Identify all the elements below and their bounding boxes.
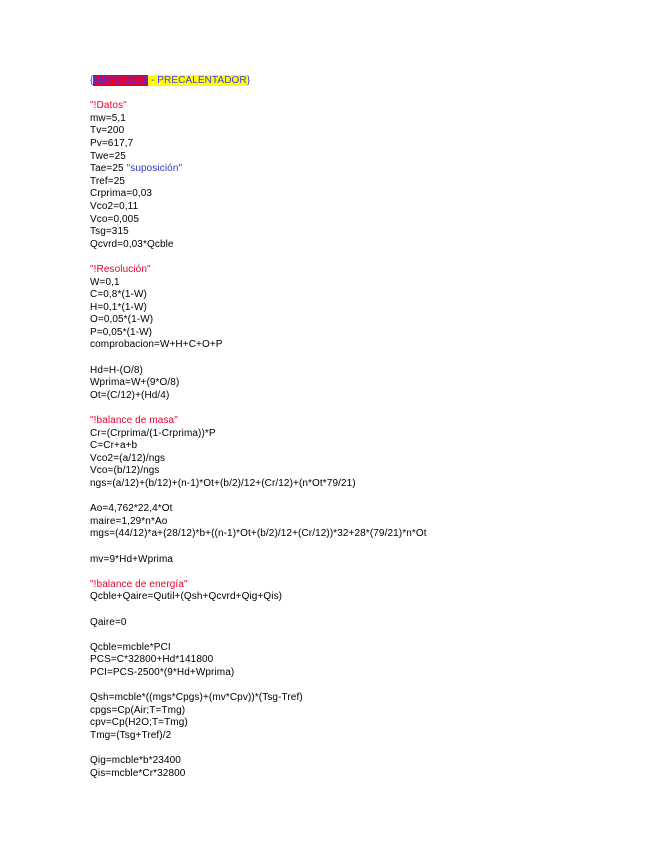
code-text: Wprima=W+(9*O/8) xyxy=(90,377,180,389)
code-line xyxy=(90,365,610,378)
code-line xyxy=(90,327,610,340)
title-open-brace: { xyxy=(90,75,94,86)
document-page xyxy=(90,75,610,780)
blank-line xyxy=(90,352,610,365)
code-line xyxy=(90,113,610,126)
code-text: ngs=(a/12)+(b/12)+(n-1)*Ot+(b/2)/12+(Cr/12)+(n*Ot*79/21) xyxy=(90,478,356,489)
document-title xyxy=(90,75,610,88)
blank-line xyxy=(90,680,610,693)
code-text: Qcble=mcble*PCI xyxy=(90,641,171,653)
code-line xyxy=(90,277,610,290)
code-text: Vco=0,005 xyxy=(90,213,139,225)
code-line xyxy=(90,239,610,252)
code-text: Tsg=315 xyxy=(90,226,129,238)
code-text: Qsh=mcble*((mgs*Cpgs)+(mv*Cpv))*(Tsg-Tref) xyxy=(90,692,303,704)
code-text: Ao=4,762*22,4*Ot xyxy=(90,503,173,515)
code-line xyxy=(90,339,610,352)
code-line xyxy=(90,390,610,403)
title-separator: - xyxy=(148,75,158,86)
code-text: Vco=(b/12)/ngs xyxy=(90,465,160,477)
code-line xyxy=(90,289,610,302)
code-text: mgs=(44/12)*a+(28/12)*b+((n-1)*Ot+(b/2)/12+(Cr/12))*32+28*(79/21)*n*Ot xyxy=(90,528,427,540)
code-line xyxy=(90,377,610,390)
title-date: MAYO 2019 xyxy=(93,75,149,86)
blank-line xyxy=(90,604,610,617)
code-line xyxy=(90,717,610,730)
code-line xyxy=(90,226,610,239)
code-text: Tv=200 xyxy=(90,125,125,137)
code-line xyxy=(90,755,610,768)
code-text: Qcvrd=0,03*Qcble xyxy=(90,238,174,250)
code-text: Hd=H-(O/8) xyxy=(90,364,143,376)
code-text: Tref=25 xyxy=(90,175,126,187)
code-text: maire=1,29*n*Ao xyxy=(90,515,168,527)
code-line xyxy=(90,617,610,630)
code-text: comprobacion=W+H+C+O+P xyxy=(90,339,223,351)
code-text: cpgs=Cp(Air;T=Tmg) xyxy=(90,704,186,716)
code-line xyxy=(90,692,610,705)
code-line xyxy=(90,214,610,227)
code-line xyxy=(90,705,610,718)
code-text: PCI=PCS-2500*(9*Hd+Wprima) xyxy=(90,666,235,678)
code-text: Qcble+Qaire=Qutil+(Qsh+Qcvrd+Qig+Qis) xyxy=(90,591,283,603)
code-text: Cr=(Crprima/(1-Crprima))*P xyxy=(90,427,216,439)
code-line xyxy=(90,768,610,781)
code-line xyxy=(90,730,610,743)
code-line xyxy=(90,163,610,176)
code-text: Twe=25 xyxy=(90,150,126,162)
code-line xyxy=(90,554,610,567)
code-text: P=0,05*(1-W) xyxy=(90,326,153,338)
code-text: Qig=mcble*b*23400 xyxy=(90,755,181,767)
code-text: Vco2=(a/12)/ngs xyxy=(90,452,166,464)
code-text: Ot=(C/12)+(Hd/4) xyxy=(90,389,170,401)
code-note: "suposición" xyxy=(126,163,183,175)
code-line xyxy=(90,151,610,164)
code-text: C=0,8*(1-W) xyxy=(90,289,147,301)
code-line xyxy=(90,176,610,189)
code-line xyxy=(90,478,610,491)
code-text: O=0,05*(1-W) xyxy=(90,314,154,326)
code-line xyxy=(90,188,610,201)
code-text: Tmg=(Tsg+Tref)/2 xyxy=(90,729,172,741)
blank-line xyxy=(90,491,610,504)
code-line xyxy=(90,314,610,327)
blank-line xyxy=(90,629,610,642)
code-line xyxy=(90,138,610,151)
section-heading: "!Resolución" xyxy=(90,263,151,275)
code-line xyxy=(90,528,610,541)
title-name: PRECALENTADOR xyxy=(157,75,247,86)
code-text: Pv=617,7 xyxy=(90,137,134,149)
code-line xyxy=(90,667,610,680)
section-heading: "!balance de energía" xyxy=(90,578,188,590)
code-line xyxy=(90,642,610,655)
code-line xyxy=(90,453,610,466)
code-line xyxy=(90,503,610,516)
code-line xyxy=(90,302,610,315)
code-text: H=0,1*(1-W) xyxy=(90,301,147,313)
code-line xyxy=(90,201,610,214)
code-text: C=Cr+a+b xyxy=(90,440,138,452)
blank-line xyxy=(90,541,610,554)
title-close-brace: } xyxy=(246,75,251,86)
code-text: Tae=25 xyxy=(90,163,127,175)
code-text: Qis=mcble*Cr*32800 xyxy=(90,767,186,779)
code-text: Qaire=0 xyxy=(90,616,127,628)
code-text: mv=9*Hd+Wprima xyxy=(90,553,174,565)
code-text: W=0,1 xyxy=(90,276,120,288)
code-text: Crprima=0,03 xyxy=(90,188,153,200)
code-line xyxy=(90,428,610,441)
code-line xyxy=(90,516,610,529)
code-line xyxy=(90,440,610,453)
document-body xyxy=(90,100,610,780)
section-heading: "!Datos" xyxy=(90,100,127,112)
code-text: mw=5,1 xyxy=(90,112,126,124)
section-heading: "!balance de masa" xyxy=(90,415,178,427)
code-line xyxy=(90,465,610,478)
code-line xyxy=(90,591,610,604)
code-text: Vco2=0,11 xyxy=(90,200,139,212)
code-text: PCS=C*32800+Hd*141800 xyxy=(90,654,214,666)
code-text: cpv=Cp(H2O;T=Tmg) xyxy=(90,717,188,729)
code-line xyxy=(90,654,610,667)
blank-line xyxy=(90,742,610,755)
code-line xyxy=(90,125,610,138)
